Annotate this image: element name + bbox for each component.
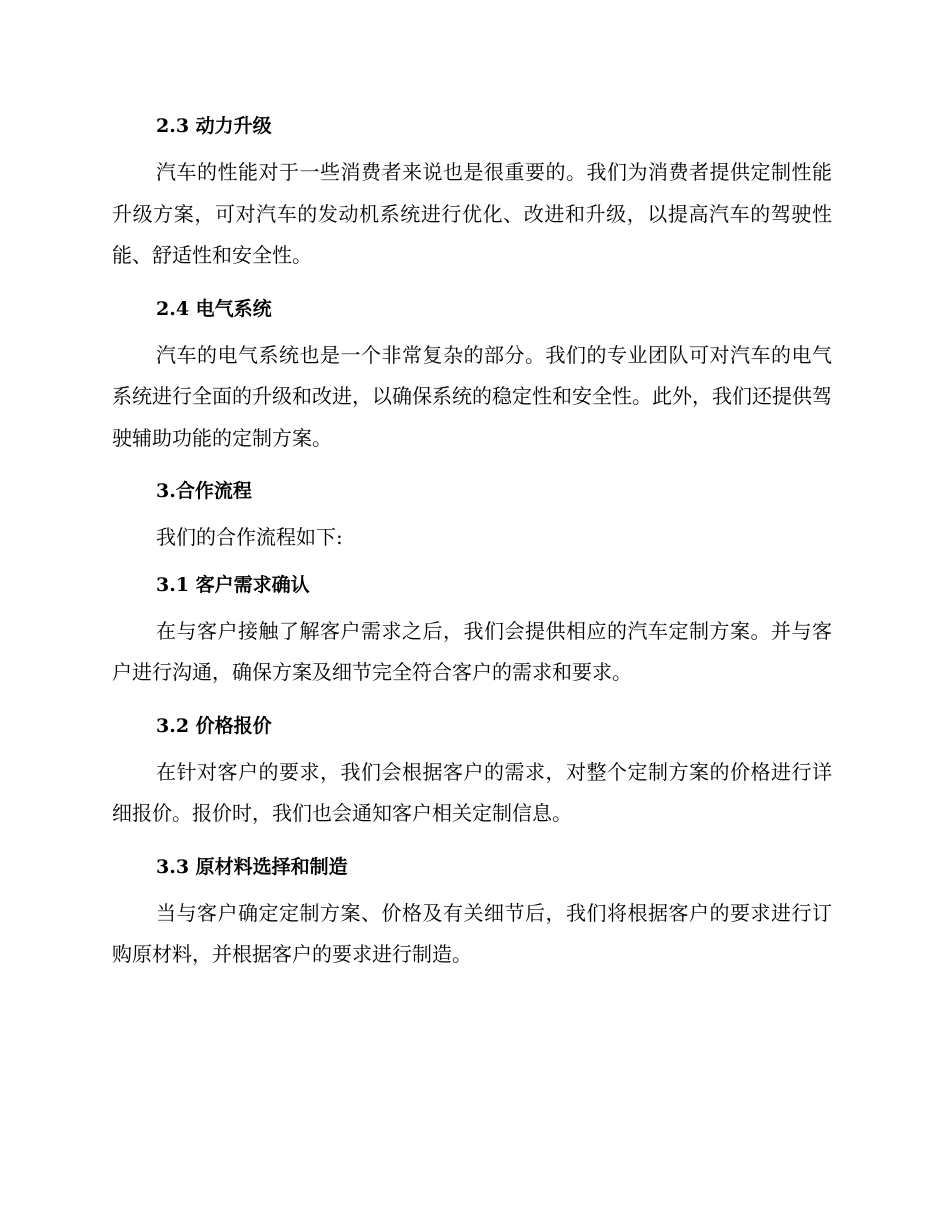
section-heading-3-1: 3.1 客户需求确认 [156,573,310,596]
paragraph-price-quotation: 在针对客户的要求，我们会根据客户的需求，对整个定制方案的价格进行详细报价。报价时，我们也会通知客户相关定制信息。 [112,759,832,825]
section-heading-3: 3.合作流程 [156,480,252,502]
paragraph-cooperation-intro: 我们的合作流程如下: [156,525,343,549]
document-page [112,108,832,990]
paragraph-materials-manufacturing: 当与客户确定定制方案、价格及有关细节后，我们将根据客户的要求进行订购原材料，并根据客户的要求进行制造。 [112,900,832,966]
paragraph-electrical-system: 汽车的电气系统也是一个非常复杂的部分。我们的专业团队可对汽车的电气系统进行全面的升级和改进，以确保系统的稳定性和安全性。此外，我们还提供驾驶辅助功能的定制方案。 [112,342,832,450]
section-heading-2-4: 2.4 电气系统 [156,297,272,320]
section-heading-3-2: 3.2 价格报价 [156,714,272,737]
paragraph-requirement-confirmation: 在与客户接触了解客户需求之后，我们会提供相应的汽车定制方案。并与客户进行沟通，确保方案及细节完全符合客户的需求和要求。 [112,618,832,684]
section-heading-3-3: 3.3 原材料选择和制造 [156,855,348,878]
section-heading-2-3: 2.3 动力升级 [156,115,272,137]
paragraph-power-upgrade: 汽车的性能对于一些消费者来说也是很重要的。我们为消费者提供定制性能升级方案，可对汽车的发动机系统进行优化、改进和升级，以提高汽车的驾驶性能、舒适性和安全性。 [112,160,832,267]
